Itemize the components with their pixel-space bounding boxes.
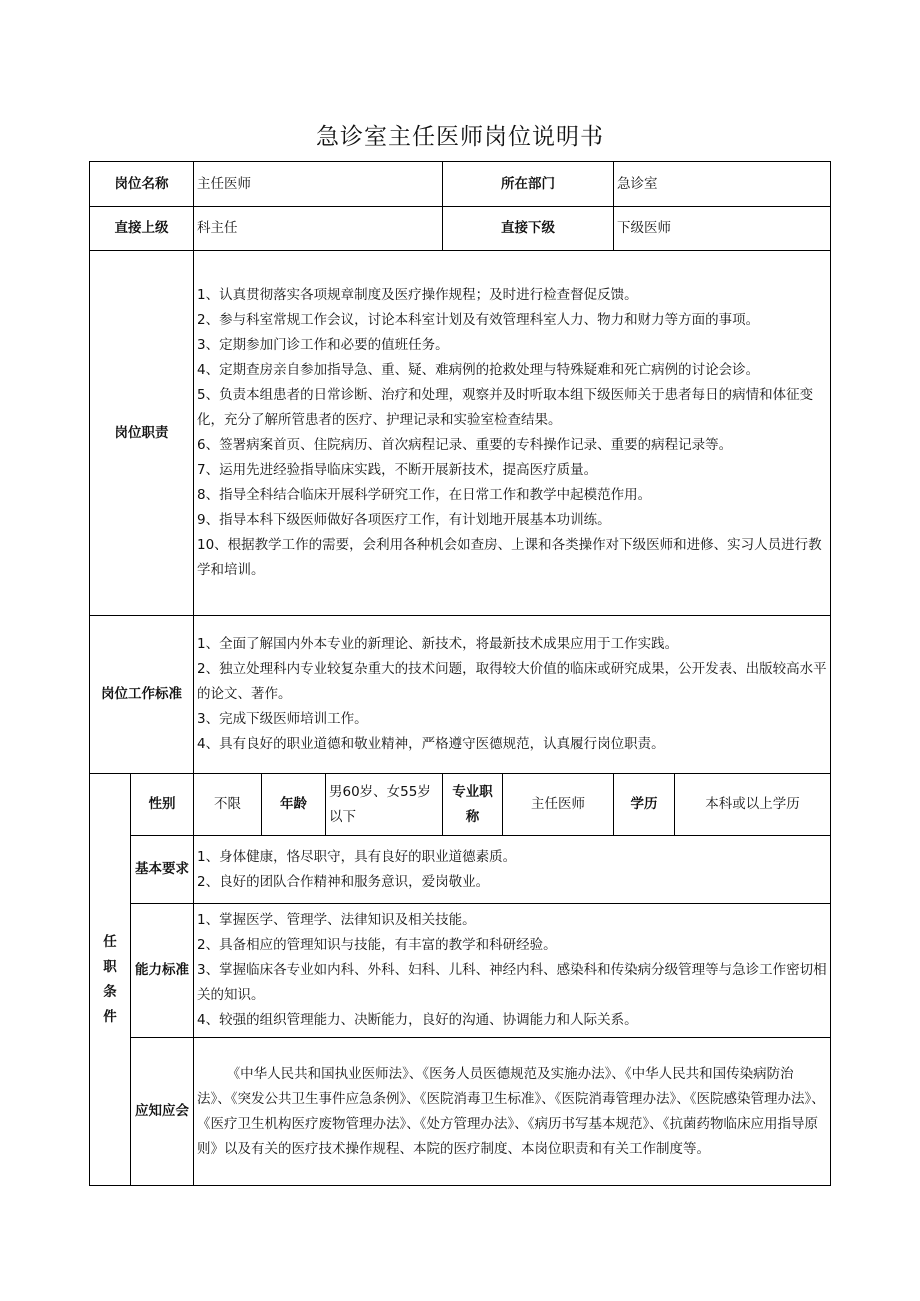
duty-item: 6、签署病案首页、住院病历、首次病程记录、重要的专科操作记录、重要的病程记录等。 — [197, 437, 733, 453]
duty-item: 4、定期查房亲自参加指导急、重、疑、难病例的抢救处理与特殊疑难和死亡病例的讨论会诊。 — [197, 362, 760, 378]
standard-item: 4、具有良好的职业道德和敬业精神，严格遵守医德规范，认真履行岗位职责。 — [197, 736, 665, 752]
duty-item: 3、定期参加门诊工作和必要的值班任务。 — [197, 337, 449, 353]
ability-item: 2、具备相应的管理知识与技能，有丰富的教学和科研经验。 — [197, 937, 557, 953]
basic-item: 2、良好的团队合作精神和服务意识，爱岗敬业。 — [197, 873, 490, 890]
row-knowledge — [90, 1038, 831, 1186]
work-standards-label: 岗位工作标准 — [90, 616, 194, 774]
direct-superior-value: 科主任 — [194, 207, 443, 251]
work-standards-content — [194, 616, 831, 774]
age-label: 年龄 — [262, 774, 326, 836]
standard-item: 2、独立处理科内专业较复杂重大的技术问题，取得较大价值的临床或研究成果，公开发表、出版较高水平的论文、著作。 — [197, 661, 827, 702]
direct-superior-label: 直接上级 — [90, 207, 194, 251]
row-basic-requirements — [90, 836, 831, 904]
department-value: 急诊室 — [614, 162, 831, 207]
standard-item: 3、完成下级医师培训工作。 — [197, 711, 368, 727]
basic-requirements-content — [194, 836, 831, 904]
row-superior — [90, 207, 831, 251]
ability-item: 4、较强的组织管理能力、决断能力，良好的沟通、协调能力和人际关系。 — [197, 1012, 638, 1028]
position-name-value: 主任医师 — [194, 162, 443, 207]
standard-item: 1、全面了解国内外本专业的新理论、新技术，将最新技术成果应用于工作实践。 — [197, 636, 679, 652]
page-title: 急诊室主任医师岗位说明书 — [316, 124, 604, 150]
duty-item: 10、根据教学工作的需要，会利用各种机会如查房、上课和各类操作对下级医师和进修、实习人员进行教学和培训。 — [197, 537, 822, 578]
row-basic-attributes — [90, 774, 831, 836]
knowledge-text: 《中华人民共和国执业医师法》、《医务人员医德规范及实施办法》、《中华人民共和国传染病防治法》、《突发公共卫生事件应急条例》、《医院消毒卫生标准》、《医院消毒管理办法》、《医院感染管理办法》、《医疗卫生机构医疗废物管理办法》、《处方管理办法》、《病历书写基本规范》、《抗菌药物临床应用指导原则》以及有关的医疗技术操作规程、本院的医疗制度、本岗位职责和有关工作制度等。 — [197, 1065, 825, 1157]
duty-item: 8、指导全科结合临床开展科学研究工作，在日常工作和教学中起模范作用。 — [197, 487, 652, 503]
position-name-label: 岗位名称 — [90, 162, 194, 207]
age-value: 男60岁、女55岁以下 — [326, 774, 443, 836]
duty-item: 2、参与科室常规工作会议，讨论本科室计划及有效管理科室人力、物力和财力等方面的事项。 — [197, 312, 760, 328]
education-value: 本科或以上学历 — [675, 774, 831, 836]
professional-title-label: 专业职称 — [443, 774, 503, 836]
qualifications-label: 任 职 条 件 — [90, 774, 131, 1186]
basic-item: 1、身体健康，恪尽职守，具有良好的职业道德素质。 — [197, 848, 517, 865]
ability-standards-content — [194, 904, 831, 1038]
gender-label: 性别 — [131, 774, 194, 836]
basic-requirements-label: 基本要求 — [131, 836, 194, 904]
knowledge-content — [194, 1038, 831, 1186]
education-label: 学历 — [614, 774, 675, 836]
gender-value: 不限 — [194, 774, 262, 836]
duty-item: 9、指导本科下级医师做好各项医疗工作，有计划地开展基本功训练。 — [197, 512, 611, 528]
ability-item: 3、掌握临床各专业如内科、外科、妇科、儿科、神经内科、感染科和传染病分级管理等与急诊工作密切相关的知识。 — [197, 962, 827, 1003]
duty-item: 1、认真贯彻落实各项规章制度及医疗操作规程；及时进行检查督促反馈。 — [197, 287, 638, 303]
ability-standards-label: 能力标准 — [131, 904, 194, 1038]
ability-item: 1、掌握医学、管理学、法律知识及相关技能。 — [197, 912, 476, 928]
row-position-name — [90, 162, 831, 207]
row-ability-standards — [90, 904, 831, 1038]
row-duties — [90, 251, 831, 616]
direct-subordinate-value: 下级医师 — [614, 207, 831, 251]
department-label: 所在部门 — [443, 162, 614, 207]
professional-title-value: 主任医师 — [503, 774, 614, 836]
direct-subordinate-label: 直接下级 — [443, 207, 614, 251]
job-description-table — [89, 161, 831, 1186]
duty-item: 7、运用先进经验指导临床实践，不断开展新技术，提高医疗质量。 — [197, 462, 598, 478]
duties-content — [194, 251, 831, 616]
row-work-standards — [90, 616, 831, 774]
duties-label: 岗位职责 — [90, 251, 194, 616]
duty-item: 5、负责本组患者的日常诊断、治疗和处理，观察并及时听取本组下级医师关于患者每日的病情和体征变化，充分了解所管患者的医疗、护理记录和实验室检查结果。 — [197, 387, 814, 428]
knowledge-label: 应知应会 — [131, 1038, 194, 1186]
